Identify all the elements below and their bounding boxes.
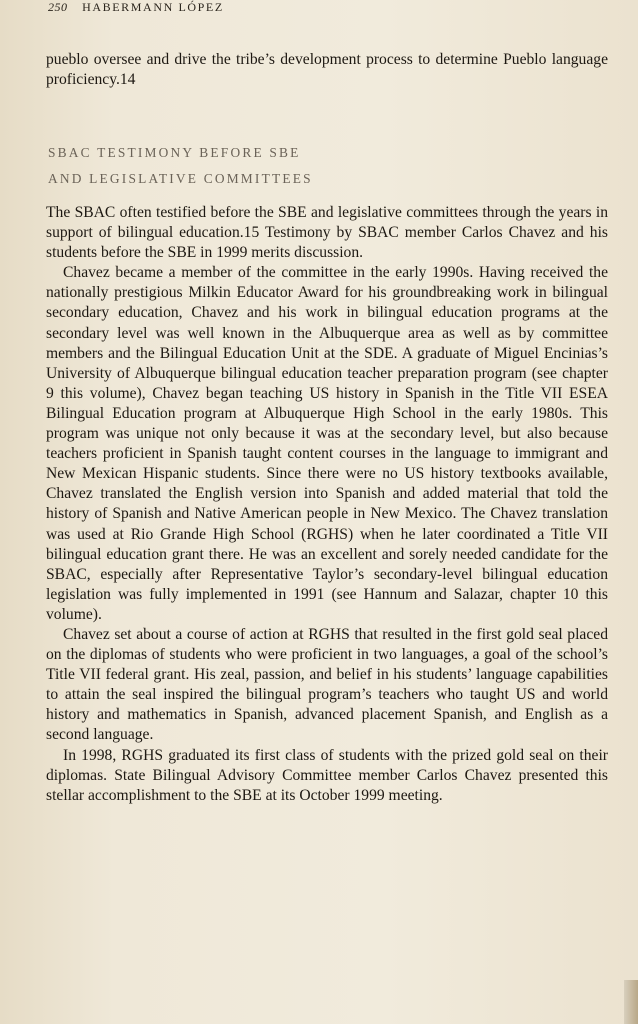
paragraph-1: The SBAC often testified before the SBE and legislative committees through the years in support of bilingual education.15 Testimony by SBAC member Carlos Chavez and his students before the SBE in 1999 merits discussion. [46,204,608,262]
author-name: HABERMANN LÓPEZ [82,0,224,14]
section-heading-line-1: SBAC TESTIMONY BEFORE SBE [48,145,301,160]
intro-paragraph: pueblo oversee and drive the tribe’s development process to determine Pueblo language proficiency.14 [46,51,608,89]
paragraph-4: In 1998, RGHS graduated its first class of students with the prized gold seal on their diplomas. State Bilingual Advisory Committee member Carlos Chavez presented this stellar accomplishment to the SBE at its October 1999 meeting. [46,746,608,804]
page-edge [624,980,638,1024]
section-body [46,203,608,806]
paragraph-2: Chavez became a member of the committee in the early 1990s. Having received the nationally prestigious Milkin Educator Award for his groundbreaking work in bilingual secondary education, Chavez and his work in bilingual education programs at the secondary level was well known in the Albuquerque area as well as by committee members and the Bilingual Education Unit at the SDE. A graduate of Miguel Encinias’s University of Albuquerque bilingual education teacher preparation program (see chapter 9 this volume), Chavez began teaching US history in Spanish in the Title VII ESEA Bilingual Education program at Albuquerque High School in the early 1980s. This program was unique not only because it was at the secondary level, but also because teachers proficient in Spanish taught content courses in the language to immigrant and New Mexican Hispanic students. Since there were no US history textbooks available, Chavez translated the English version into Spanish and added material that told the history of Spanish and Native American people in New Mexico. The Chavez translation was used at Rio Grande High School (RGHS) when he later coordinated a Title VII bilingual education grant there. He was an excellent and sorely needed candidate for the SBAC, especially after Representative Taylor’s secondary-level bilingual education legislation was fully implemented in 1991 (see Hannum and Salazar, chapter 10 this volume). [46,264,608,623]
running-head [48,0,224,15]
section-heading-line-2: AND LEGISLATIVE COMMITTEES [48,171,313,186]
section-heading [48,140,468,192]
paragraph-3: Chavez set about a course of action at RGHS that resulted in the first gold seal placed on the diplomas of students who were proficient in two languages, a goal of the school’s Title VII federal grant. His zeal, passion, and belief in his students’ language capabilities to attain the seal inspired the bilingual program’s teachers who taught US and world history and mathematics in Spanish, advanced placement Spanish, and English as a second language. [46,625,608,744]
page-number: 250 [48,0,68,14]
